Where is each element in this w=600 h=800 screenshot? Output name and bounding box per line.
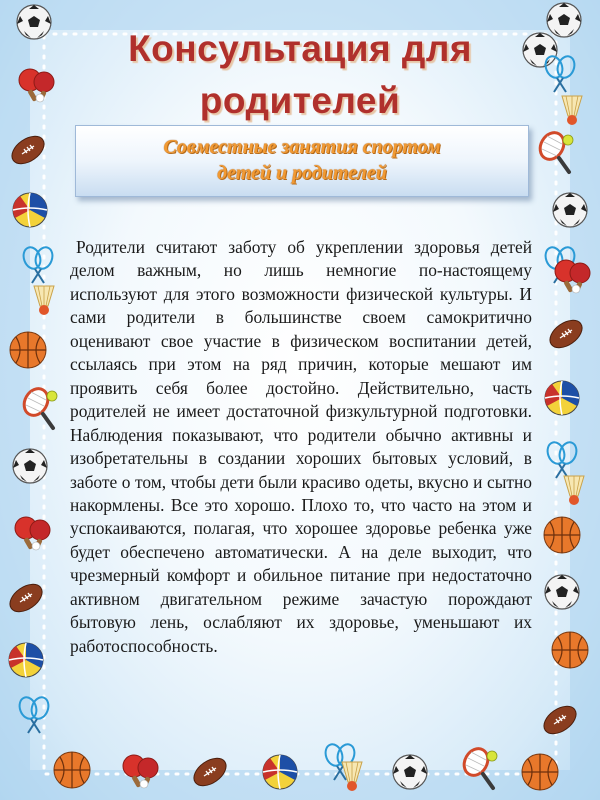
volleyball-icon [9,643,43,677]
volleyball-icon [545,381,579,415]
soccer-ball-icon [13,449,47,483]
volleyball-icon [13,193,47,227]
tennis-racket-icon [535,128,573,172]
soccer-ball-icon [545,575,579,609]
subtitle-line-2: детей и родителей [217,162,387,184]
subtitle-line-1: Совместные занятия спортом [163,136,441,158]
basketball-icon [544,517,580,553]
basketball-icon [54,752,90,788]
shuttlecock-icon [34,286,54,315]
poster-title-line-1: Консультация для [128,28,472,69]
consultation-body-text: Родители считают заботу об укреплении здоровья детей делом важным, но лишь немногие по-настоящему используют для этого возможности физической культуры. И сами родители в большинстве своем самокритично оценивают свое участие в физическом воспитании детей, ссылаясь при этом на ряд причин, которые мешают им проявить себя более достойно. Действительно, часть родителей не имеет достаточной физкультурной подготовки. Наблюдения показывают, что родители обычно активны и изобретательны в создании хороших бытовых условий, в заботе о том, чтобы дети были красиво одеты, вкусно и сытно накормлены. Все это хорошо. Плохо то, что часто на этом и успокаиваются, полагая, что хорошее здоровье ребенка уже будет обеспечено автоматически. А на деле выходит, что чрезмерный комфорт и обильное питание при недостаточно активном двигательном режиме зачастую порождают бытовую лень, ослабляют их здоровье, уменьшают их работоспособность. [70,237,532,656]
basketball-icon [10,332,46,368]
basketball-icon [552,632,588,668]
subtitle-box [75,125,529,197]
soccer-ball-icon [553,193,587,227]
soccer-ball-icon [393,755,427,789]
basketball-icon [522,754,558,790]
poster-title-line-2: родителей [199,80,401,121]
volleyball-icon [263,755,297,789]
